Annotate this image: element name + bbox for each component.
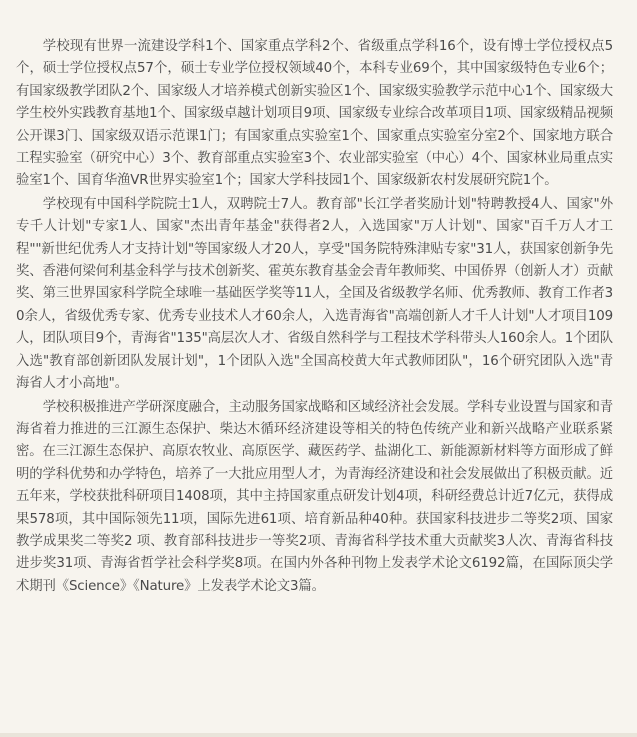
paragraph-disciplines: 学校现有世界一流建设学科1个、国家重点学科2个、省级重点学科16个，设有博士学位授权点5个，硕士学位授权点57个，硕士专业学位授权领域40个，本科专业69个，其中国家级特色专业6个；有国家级教学团队2个、国家级人才培养模式创新实验区1个、国家级实验教学示范中心1个、国家级大学生校外实践教育基地1个、国家级卓越计划项目9项、国家级专业综合改革项目1项、国家级精品视频公开课3门、国家级双语示范课1门；有国家重点实验室1个、国家重点实验室分室2个、国家地方联合工程实验室（研究中心）3个、教育部重点实验室3个、农业部实验室（中心）4个、国家林业局重点实验室1个、国育华渔VR世界实验室1个；国家大学科技园1个、国家级新农村发展研究院1个。: [16, 39, 613, 189]
paragraph-talents: 学校现有中国科学院院士1人，双聘院士7人。教育部"长江学者奖励计划"特聘教授4人、国家"外专千人计划"专家1人、国家"杰出青年基金"获得者2人，入选国家"万人计划"、国家"百千万人才工程""新世纪优秀人才支持计划"等国家级人才20人，享受"国务院特殊津贴专家"31人，获国家创新争先奖、香港何梁何利基金科学与技术创新奖、霍英东教育基金会青年教师奖、中国侨界（创新人才）贡献奖、第三世界国家科学院全球唯一基础医学奖等11人，全国及省级教学名师、优秀教师、教育工作者30余人，省级优秀专家、优秀专业技术人才60余人，入选青海省"高端创新人才千人计划"人才项目109人，团队项目9个，青海省"135"高层次人才、省级自然科学与工程技术学科带头人160余人。1个团队入选"教育部创新团队发展计划"，1个团队入选"全国高校黄大年式教师团队"，16个研究团队入选"青海省人才小高地"。: [16, 196, 613, 392]
paragraph-research: 学校积极推进产学研深度融合，主动服务国家战略和区域经济社会发展。学科专业设置与国家和青海省着力推进的三江源生态保护、柴达木循环经济建设等相关的特色传统产业和新兴战略产业联系紧密。在三江源生态保护、高原农牧业、高原医学、藏医药学、盐湖化工、新能源新材料等方面形成了鲜明的学科优势和办学特色，培养了一大批应用型人才，为青海经济建设和社会发展做出了积极贡献。近五年来，学校获批科研项目1408项，其中主持国家重点研发计划4项，科研经费总计近7亿元，获得成果578项，其中国际领先11项，国际先进61项、培育新品种40种。获国家科技进步二等奖2项、国家教学成果奖二等奖2 项、教育部科技进步一等奖2项、青海省科学技术重大贡献奖3人次、青海省科技进步奖31项、青海省哲学社会科学奖8项。在国内外各种刊物上发表学术论文6192篇，在国际顶尖学术期刊《Science》《Nature》上发表学术论文3篇。: [16, 399, 613, 594]
